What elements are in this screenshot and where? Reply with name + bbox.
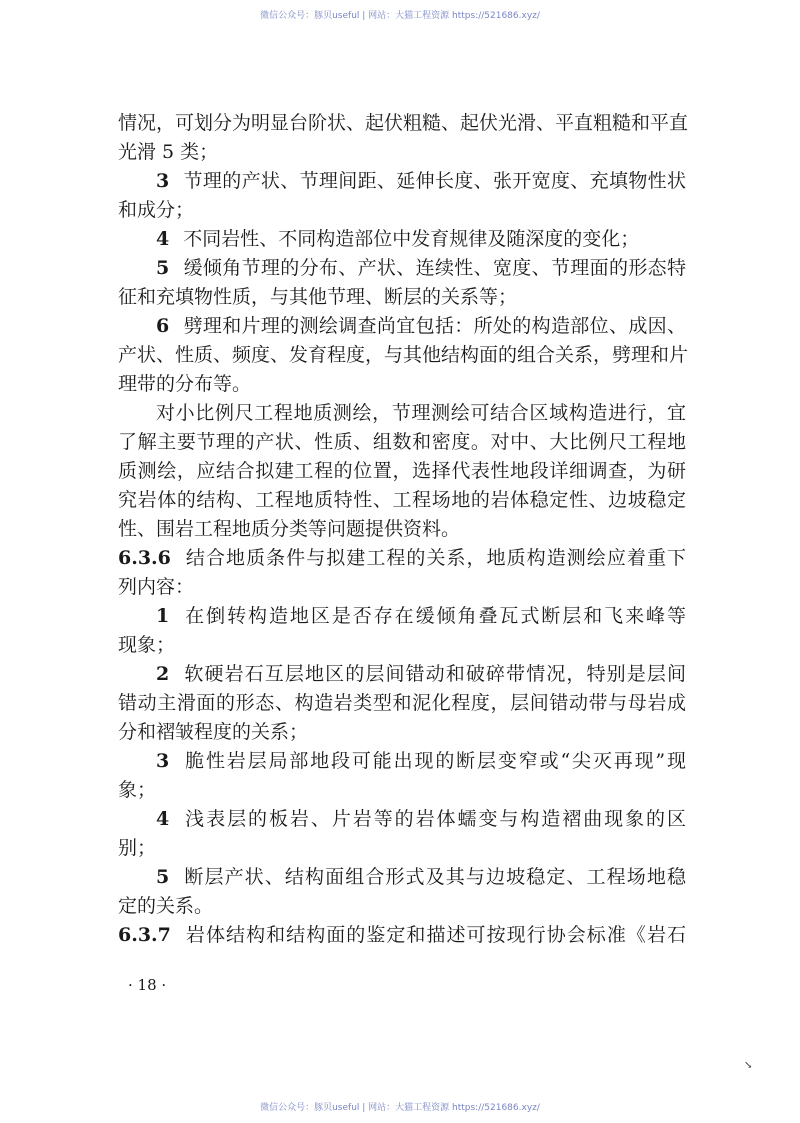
- item-number: 5: [156, 866, 170, 888]
- text-line: [118, 254, 686, 283]
- section-heading-line: [118, 544, 686, 573]
- text-line: [118, 747, 686, 776]
- line-text: 理带的分布等。: [118, 373, 252, 395]
- line-text: 征和充填物性质，与其他节理、断层的关系等；: [118, 286, 518, 308]
- text-line: [118, 109, 689, 138]
- line-text: 错动主滑面的形态、构造岩类型和泥化程度，层间错动带与母岩成: [118, 692, 686, 714]
- text-line: [118, 370, 686, 399]
- corner-mark: ↘: [744, 1060, 753, 1071]
- watermark-bottom: 微信公众号：豚贝useful | 网站：大猫工程资源 https://521686.xyz/: [260, 1103, 540, 1113]
- text-line: [118, 689, 686, 718]
- text-line: [118, 515, 686, 544]
- item-number: 4: [156, 808, 170, 830]
- line-text: 断层产状、结构面组合形式及其与边坡稳定、工程场地稳: [183, 866, 686, 888]
- watermark-top: 微信公众号：豚贝useful | 网站：大猫工程资源 https://521686.xyz/: [260, 11, 540, 21]
- line-text: 情况，可划分为明显台阶状、起伏粗糙、起伏光滑、平直粗糙和平直: [118, 112, 689, 134]
- text-line: [118, 602, 686, 631]
- text-line: [118, 399, 686, 428]
- text-line: [118, 660, 686, 689]
- text-line: [118, 486, 686, 515]
- text-line: [118, 805, 686, 834]
- item-number: 4: [156, 228, 170, 250]
- line-text: 岩体结构和结构面的鉴定和描述可按现行协会标准《岩石: [184, 924, 686, 946]
- line-text: 质测绘，应结合拟建工程的位置，选择代表性地段详细调查，为研: [118, 460, 686, 482]
- document-body: [118, 109, 689, 950]
- text-line: [118, 341, 689, 370]
- line-text: 劈理和片理的测绘调查尚宜包括：所处的构造部位、成因、: [183, 315, 686, 337]
- line-text: 缓倾角节理的分布、产状、连续性、宽度、节理面的形态特: [183, 257, 686, 279]
- item-number: 2: [156, 663, 170, 685]
- line-text: 软硬岩石互层地区的层间错动和破碎带情况，特别是层间: [183, 663, 686, 685]
- line-text: 别；: [118, 837, 157, 859]
- text-line: [118, 283, 686, 312]
- line-text: 对小比例尺工程地质测绘，节理测绘可结合区域构造进行，宜: [156, 402, 686, 424]
- line-text: 在倒转构造地区是否存在缓倾角叠瓦式断层和飞来峰等: [183, 605, 686, 627]
- line-text: 结合地质条件与拟建工程的关系，地质构造测绘应着重下: [184, 547, 686, 569]
- line-text: 浅表层的板岩、片岩等的岩体蠕变与构造褶曲现象的区: [183, 808, 686, 830]
- line-text: 定的关系。: [118, 895, 214, 917]
- text-line: [118, 428, 686, 457]
- text-line: [118, 457, 686, 486]
- text-line: [118, 573, 686, 602]
- text-line: [118, 776, 686, 805]
- line-text: 究岩体的结构、工程地质特性、工程场地的岩体稳定性、边坡稳定: [118, 489, 686, 511]
- item-number: 6: [156, 315, 170, 337]
- section-heading-line: [118, 921, 686, 950]
- line-text: 光滑 5 类；: [118, 141, 219, 163]
- text-line: [118, 631, 686, 660]
- text-line: [118, 312, 686, 341]
- item-number: 3: [156, 750, 170, 772]
- line-text: 分和褶皱程度的关系；: [118, 721, 309, 743]
- section-number: 6.3.7: [118, 924, 171, 946]
- text-line: [118, 167, 686, 196]
- page-number: · 18 ·: [128, 976, 167, 994]
- text-line: [118, 196, 686, 225]
- text-line: [118, 863, 686, 892]
- text-line: [118, 138, 686, 167]
- text-line: [118, 225, 686, 254]
- line-text: 不同岩性、不同构造部位中发育规律及随深度的变化；: [183, 228, 640, 250]
- section-number: 6.3.6: [118, 547, 171, 569]
- line-text: 现象；: [118, 634, 176, 656]
- line-text: 象；: [118, 779, 157, 801]
- text-line: [118, 718, 686, 747]
- text-line: [118, 892, 686, 921]
- line-text: 性、围岩工程地质分类等问题提供资料。: [118, 518, 461, 540]
- line-text: 脆性岩层局部地段可能出现的断层变窄或“尖灭再现”现: [183, 750, 686, 772]
- line-text: 了解主要节理的产状、性质、组数和密度。对中、大比例尺工程地: [118, 431, 686, 453]
- item-number: 1: [156, 605, 170, 627]
- item-number: 5: [156, 257, 170, 279]
- line-text: 产状、性质、频度、发育程度，与其他结构面的组合关系，劈理和片: [118, 344, 689, 366]
- text-line: [118, 834, 686, 863]
- item-number: 3: [156, 170, 170, 192]
- line-text: 和成分；: [118, 199, 195, 221]
- line-text: 列内容：: [118, 576, 195, 598]
- line-text: 节理的产状、节理间距、延伸长度、张开宽度、充填物性状: [183, 170, 686, 192]
